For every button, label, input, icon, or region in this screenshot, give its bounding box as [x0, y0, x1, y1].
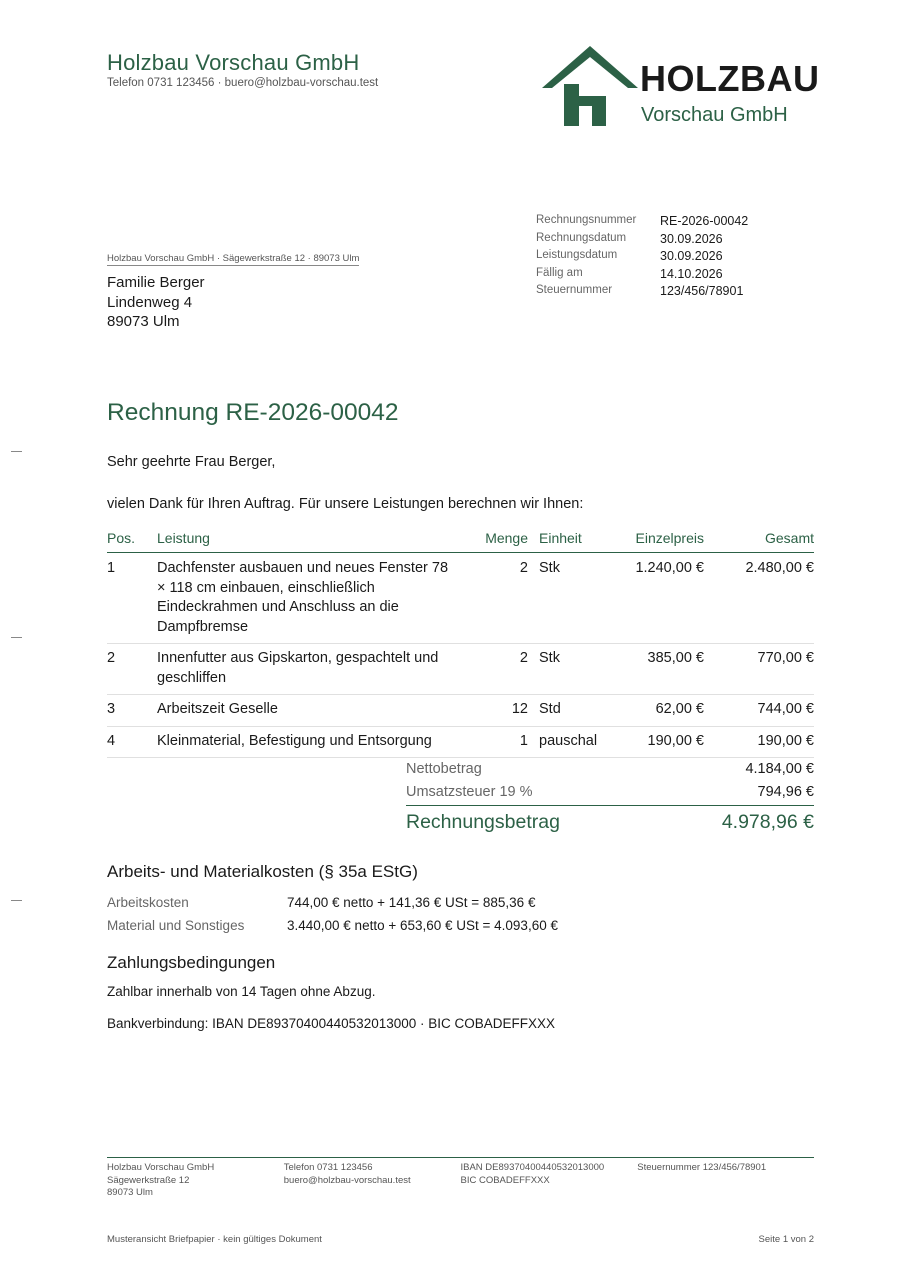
header-unit: Einheit: [539, 530, 582, 546]
meta-row: [536, 214, 748, 232]
header-price: Einzelpreis: [635, 530, 704, 546]
invoice-meta: [536, 214, 748, 302]
footer-line: Steuernummer 123/456/78901: [637, 1162, 767, 1173]
punch-mark: [11, 637, 22, 638]
page-footer: [107, 1157, 814, 1200]
cell-total: 770,00 €: [757, 650, 814, 666]
header-total: Gesamt: [764, 530, 814, 546]
cell-qty: 12: [511, 701, 528, 717]
payment-heading: Zahlungsbedingungen: [107, 953, 276, 972]
meta-label: Rechnungsnummer: [536, 214, 637, 226]
cell-qty: 2: [519, 650, 528, 666]
cell-desc: Dachfenster ausbauen und neues Fenster 78 × 118 cm einbauen, einschließlich Eindeckrahmen und Anschluss an die Dampfbremse: [157, 560, 449, 635]
cell-pos: 1: [107, 560, 116, 576]
footer-line: Sägewerkstraße 12: [107, 1174, 190, 1186]
cell-pos: 3: [107, 701, 116, 717]
meta-label: Steuernummer: [536, 284, 613, 296]
cost-value: 3.440,00 € netto + 653,60 € USt = 4.093,60 €: [287, 918, 558, 933]
table-row: [107, 553, 814, 644]
cell-price: 1.240,00 €: [635, 560, 704, 576]
cost-value: 744,00 € netto + 141,36 € USt = 885,36 €: [287, 895, 536, 910]
meta-value: 30.09.2026: [660, 231, 723, 246]
invoice-title: Rechnung RE-2026-00042: [107, 399, 399, 426]
costs-heading: Arbeits- und Materialkosten (§ 35a EStG): [107, 862, 418, 881]
meta-value: 123/456/78901: [660, 284, 744, 298]
header-pos: Pos.: [107, 530, 136, 546]
table-row: [107, 695, 814, 727]
header-desc: Leistung: [157, 530, 210, 546]
cell-pos: 4: [107, 732, 116, 749]
cell-desc: Kleinmaterial, Befestigung und Entsorgung: [157, 732, 432, 749]
payment-terms: Zahlbar innerhalb von 14 Tagen ohne Abzug.: [107, 984, 376, 999]
footer-col-contact: [284, 1162, 461, 1200]
cell-pos: 2: [107, 650, 116, 666]
fold-mark: [11, 451, 22, 452]
gross-value: 4.978,96 €: [721, 810, 814, 833]
cell-unit: Stk: [539, 560, 560, 576]
cell-unit: Stk: [539, 650, 560, 666]
cost-row: [107, 914, 558, 937]
meta-label: Rechnungsdatum: [536, 231, 627, 244]
header-qty: Menge: [485, 530, 528, 546]
footer-line: Holzbau Vorschau GmbH: [107, 1162, 215, 1173]
cell-total: 190,00 €: [757, 732, 814, 749]
cell-price: 385,00 €: [647, 650, 704, 666]
recipient-street: Lindenweg 4: [107, 293, 193, 311]
meta-row: [536, 284, 748, 302]
vat-row: [107, 780, 814, 803]
footer-line: BIC COBADEFFXXX: [460, 1174, 550, 1186]
cell-desc: Innenfutter aus Gipskarton, gespachtelt und geschliffen: [157, 650, 439, 686]
meta-row: [536, 232, 748, 250]
cost-label: Arbeitskosten: [107, 895, 189, 910]
footer-line: 89073 Ulm: [107, 1187, 153, 1198]
footer-line: Telefon 0731 123456: [283, 1162, 373, 1173]
cell-price: 62,00 €: [655, 701, 704, 717]
vat-label: Umsatzsteuer 19 %: [406, 783, 533, 800]
cell-unit: Std: [539, 701, 561, 717]
page-number: Seite 1 von 2: [758, 1234, 814, 1245]
fold-mark: [11, 900, 22, 901]
cell-unit: pauschal: [539, 732, 598, 749]
table-header: [107, 524, 814, 553]
recipient-city: 89073 Ulm: [107, 313, 180, 330]
cell-price: 190,00 €: [647, 732, 704, 749]
footer-line: IBAN DE89370400440532013000: [460, 1162, 605, 1173]
logo-word: HOLZBAU: [640, 58, 820, 99]
meta-label: Leistungsdatum: [536, 249, 618, 261]
house-roof-icon: [542, 46, 638, 130]
footer-col-bank: [461, 1162, 638, 1200]
cost-row: [107, 891, 558, 914]
bank-details: Bankverbindung: IBAN DE89370400440532013000 · BIC COBADEFFXXX: [107, 1016, 556, 1031]
net-label: Nettobetrag: [406, 760, 482, 777]
costs-table: [107, 891, 558, 937]
footer-col-address: [107, 1162, 284, 1200]
return-address: Holzbau Vorschau GmbH · Sägewerkstraße 12 · 89073 Ulm: [107, 253, 360, 264]
disclaimer: Musteransicht Briefpapier · kein gültiges Dokument: [107, 1234, 322, 1245]
net-value: 4.184,00 €: [745, 760, 814, 777]
cell-qty: 1: [519, 732, 528, 749]
cell-qty: 2: [519, 560, 528, 576]
meta-row: [536, 267, 748, 285]
gross-label: Rechnungsbetrag: [406, 810, 560, 833]
intro-text: vielen Dank für Ihren Auftrag. Für unsere Leistungen berechnen wir Ihnen:: [107, 496, 584, 512]
recipient-address: [107, 273, 205, 332]
cost-label: Material und Sonstiges: [107, 918, 245, 933]
totals-block: [107, 757, 814, 838]
net-row: [107, 757, 814, 780]
company-logo: [542, 44, 822, 130]
logo-subtitle: Vorschau GmbH: [641, 104, 788, 126]
meta-value: 30.09.2026: [660, 249, 723, 263]
meta-row: [536, 249, 748, 267]
footer-col-tax: [637, 1162, 814, 1200]
vat-value: 794,96 €: [757, 783, 814, 800]
cell-total: 744,00 €: [757, 701, 814, 717]
table-row: [107, 727, 814, 759]
table-row: [107, 644, 814, 695]
gross-row: [406, 805, 814, 838]
cell-total: 2.480,00 €: [745, 560, 814, 576]
company-name: Holzbau Vorschau GmbH: [107, 50, 360, 75]
line-items-table: [107, 524, 814, 758]
meta-value: RE-2026-00042: [660, 214, 749, 228]
meta-label: Fällig am: [536, 266, 583, 279]
footer-line: buero@holzbau-vorschau.test: [283, 1174, 411, 1186]
cell-desc: Arbeitszeit Geselle: [157, 701, 278, 717]
company-contact: Telefon 0731 123456 · buero@holzbau-vorschau.test: [107, 77, 379, 89]
greeting: Sehr geehrte Frau Berger,: [107, 454, 276, 470]
meta-value: 14.10.2026: [660, 266, 723, 281]
recipient-name: Familie Berger: [107, 274, 205, 291]
